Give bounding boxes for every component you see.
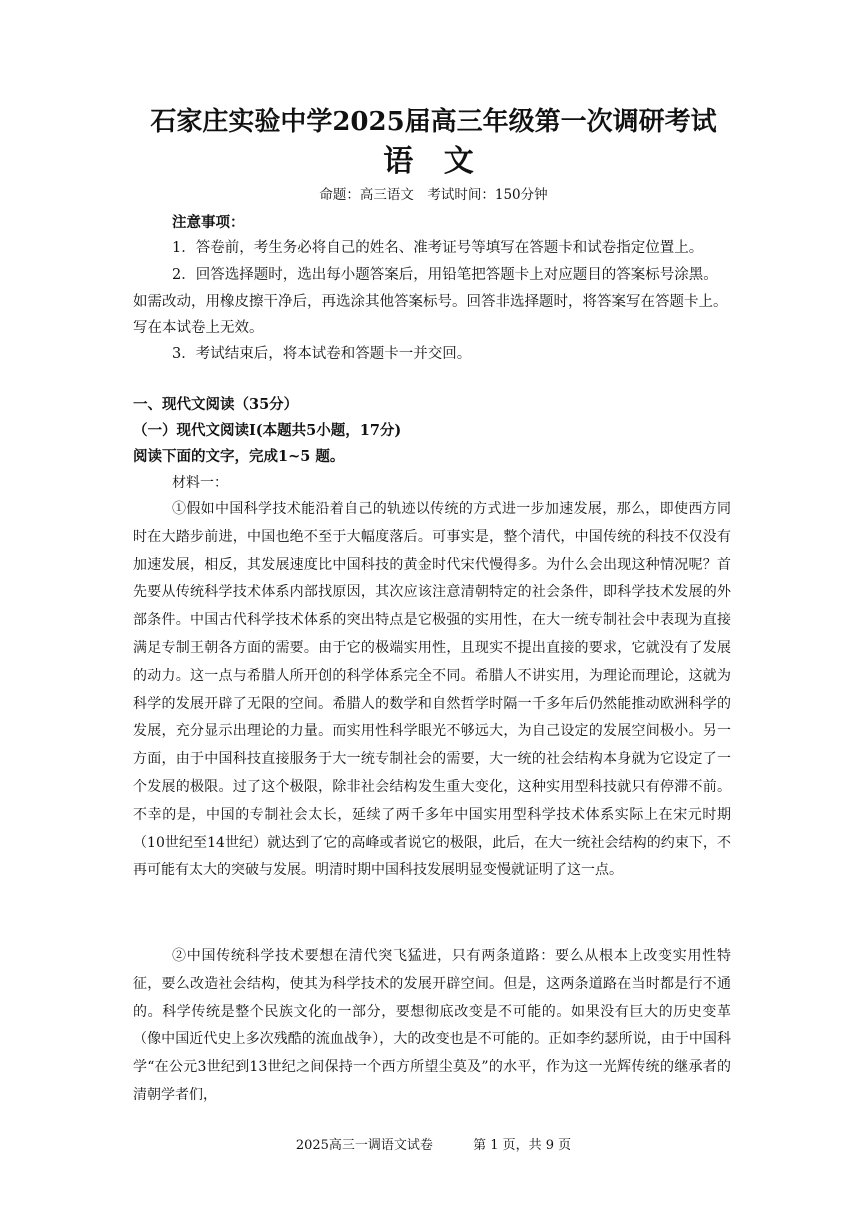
note-item: 2．回答选择题时，选出每小题答案后，用铅笔把答题卡上对应题目的答案标号涂黑。如需改动，用橡皮擦干净后，再选涂其他答案标号。回答非选择题时，将答案写在答题卡上。写在本试卷上无效。 [133, 267, 728, 336]
reading-instruction: 阅读下面的文字，完成1~5 题。 [133, 448, 345, 465]
passage-paragraph: ②中国传统科学技术要想在清代突飞猛进，只有两条道路：要么从根本上改变实用性特征，要么改造社会结构，使其为科学技术的发展开辟空间。但是，这两条道路在当时都是行不通的。科学传统是整个民族文化的一部分，要想彻底改变是不可能的。如果没有巨大的历史变革（像中国近代史上多次残酷的流血战争），大的改变也是不可能的。正如李约瑟所说，由于中国科学“在公元3世纪到13世纪之间保持一个西方所望尘莫及”的水平，作为这一光辉传统的继承者的清朝学者们， [133, 948, 731, 1103]
subsection-heading: （一）现代文阅读I(本题共5小题，17分) [133, 422, 402, 439]
notes-heading: 注意事项： [172, 214, 245, 231]
footer-exam-name: 2025高三一调语文试卷 [295, 1138, 433, 1153]
material-label: 材料一： [172, 475, 228, 491]
footer-page-number: 第 1 页，共 9 页 [473, 1138, 572, 1153]
note-item: 3．考试结束后，将本试卷和答题卡一并交回。 [172, 346, 472, 362]
subject-title: 语 文 [383, 144, 484, 179]
section-heading: 一、现代文阅读（35分） [133, 396, 299, 413]
passage-paragraph: ①假如中国科学技术能沿着自己的轨迹以传统的方式进一步加速发展，那么，即使西方同时在大踏步前进，中国也绝不至于大幅度落后。可事实是，整个清代，中国传统的科技不仅没有加速发展，相反，其发展速度比中国科技的黄金时代宋代慢得多。为什么会出现这种情况呢？首先要从传统科学技术体系内部找原因，其次应该注意清朝特定的社会条件，即科学技术发展的外部条件。中国古代科学技术体系的突出特点是它极强的实用性，在大一统专制社会中表现为直接满足专制王朝各方面的需要。由于它的极端实用性，且现实不提出直接的要求，它就没有了发展的动力。这一点与希腊人所开创的科学体系完全不同。希腊人不讲实用，为理论而理论，这就为科学的发展开辟了无限的空间。希腊人的数学和自然哲学时隔一千多年后仍然能推动欧洲科学的发展，充分显示出理论的力量。而实用性科学眼光不够远大，为自己设定的发展空间极小。另一方面，由于中国科技直接服务于大一统专制社会的需要，大一统的社会结构本身就为它设定了一个发展的极限。过了这个极限，除非社会结构发生重大变化，这种实用型科技就只有停滞不前。不幸的是，中国的专制社会太长，延续了两千多年中国实用型科学技术体系实际上在宋元时期（10世纪至14世纪）就达到了它的高峰或者说它的极限，此后，在大一统社会结构的约束下，不再可能有太大的突破与发展。明清时期中国科技发展明显变慢就证明了这一点。 [133, 501, 731, 879]
page-footer [0, 1137, 867, 1155]
exam-meta: 命题：高三语文 考试时间：150分钟 [319, 187, 548, 203]
note-item: 1．答卷前，考生务必将自己的姓名、准考证号等填写在答题卡和试卷指定位置上。 [172, 240, 704, 256]
exam-title: 石家庄实验中学2025届高三年级第一次调研考试 [150, 107, 717, 137]
